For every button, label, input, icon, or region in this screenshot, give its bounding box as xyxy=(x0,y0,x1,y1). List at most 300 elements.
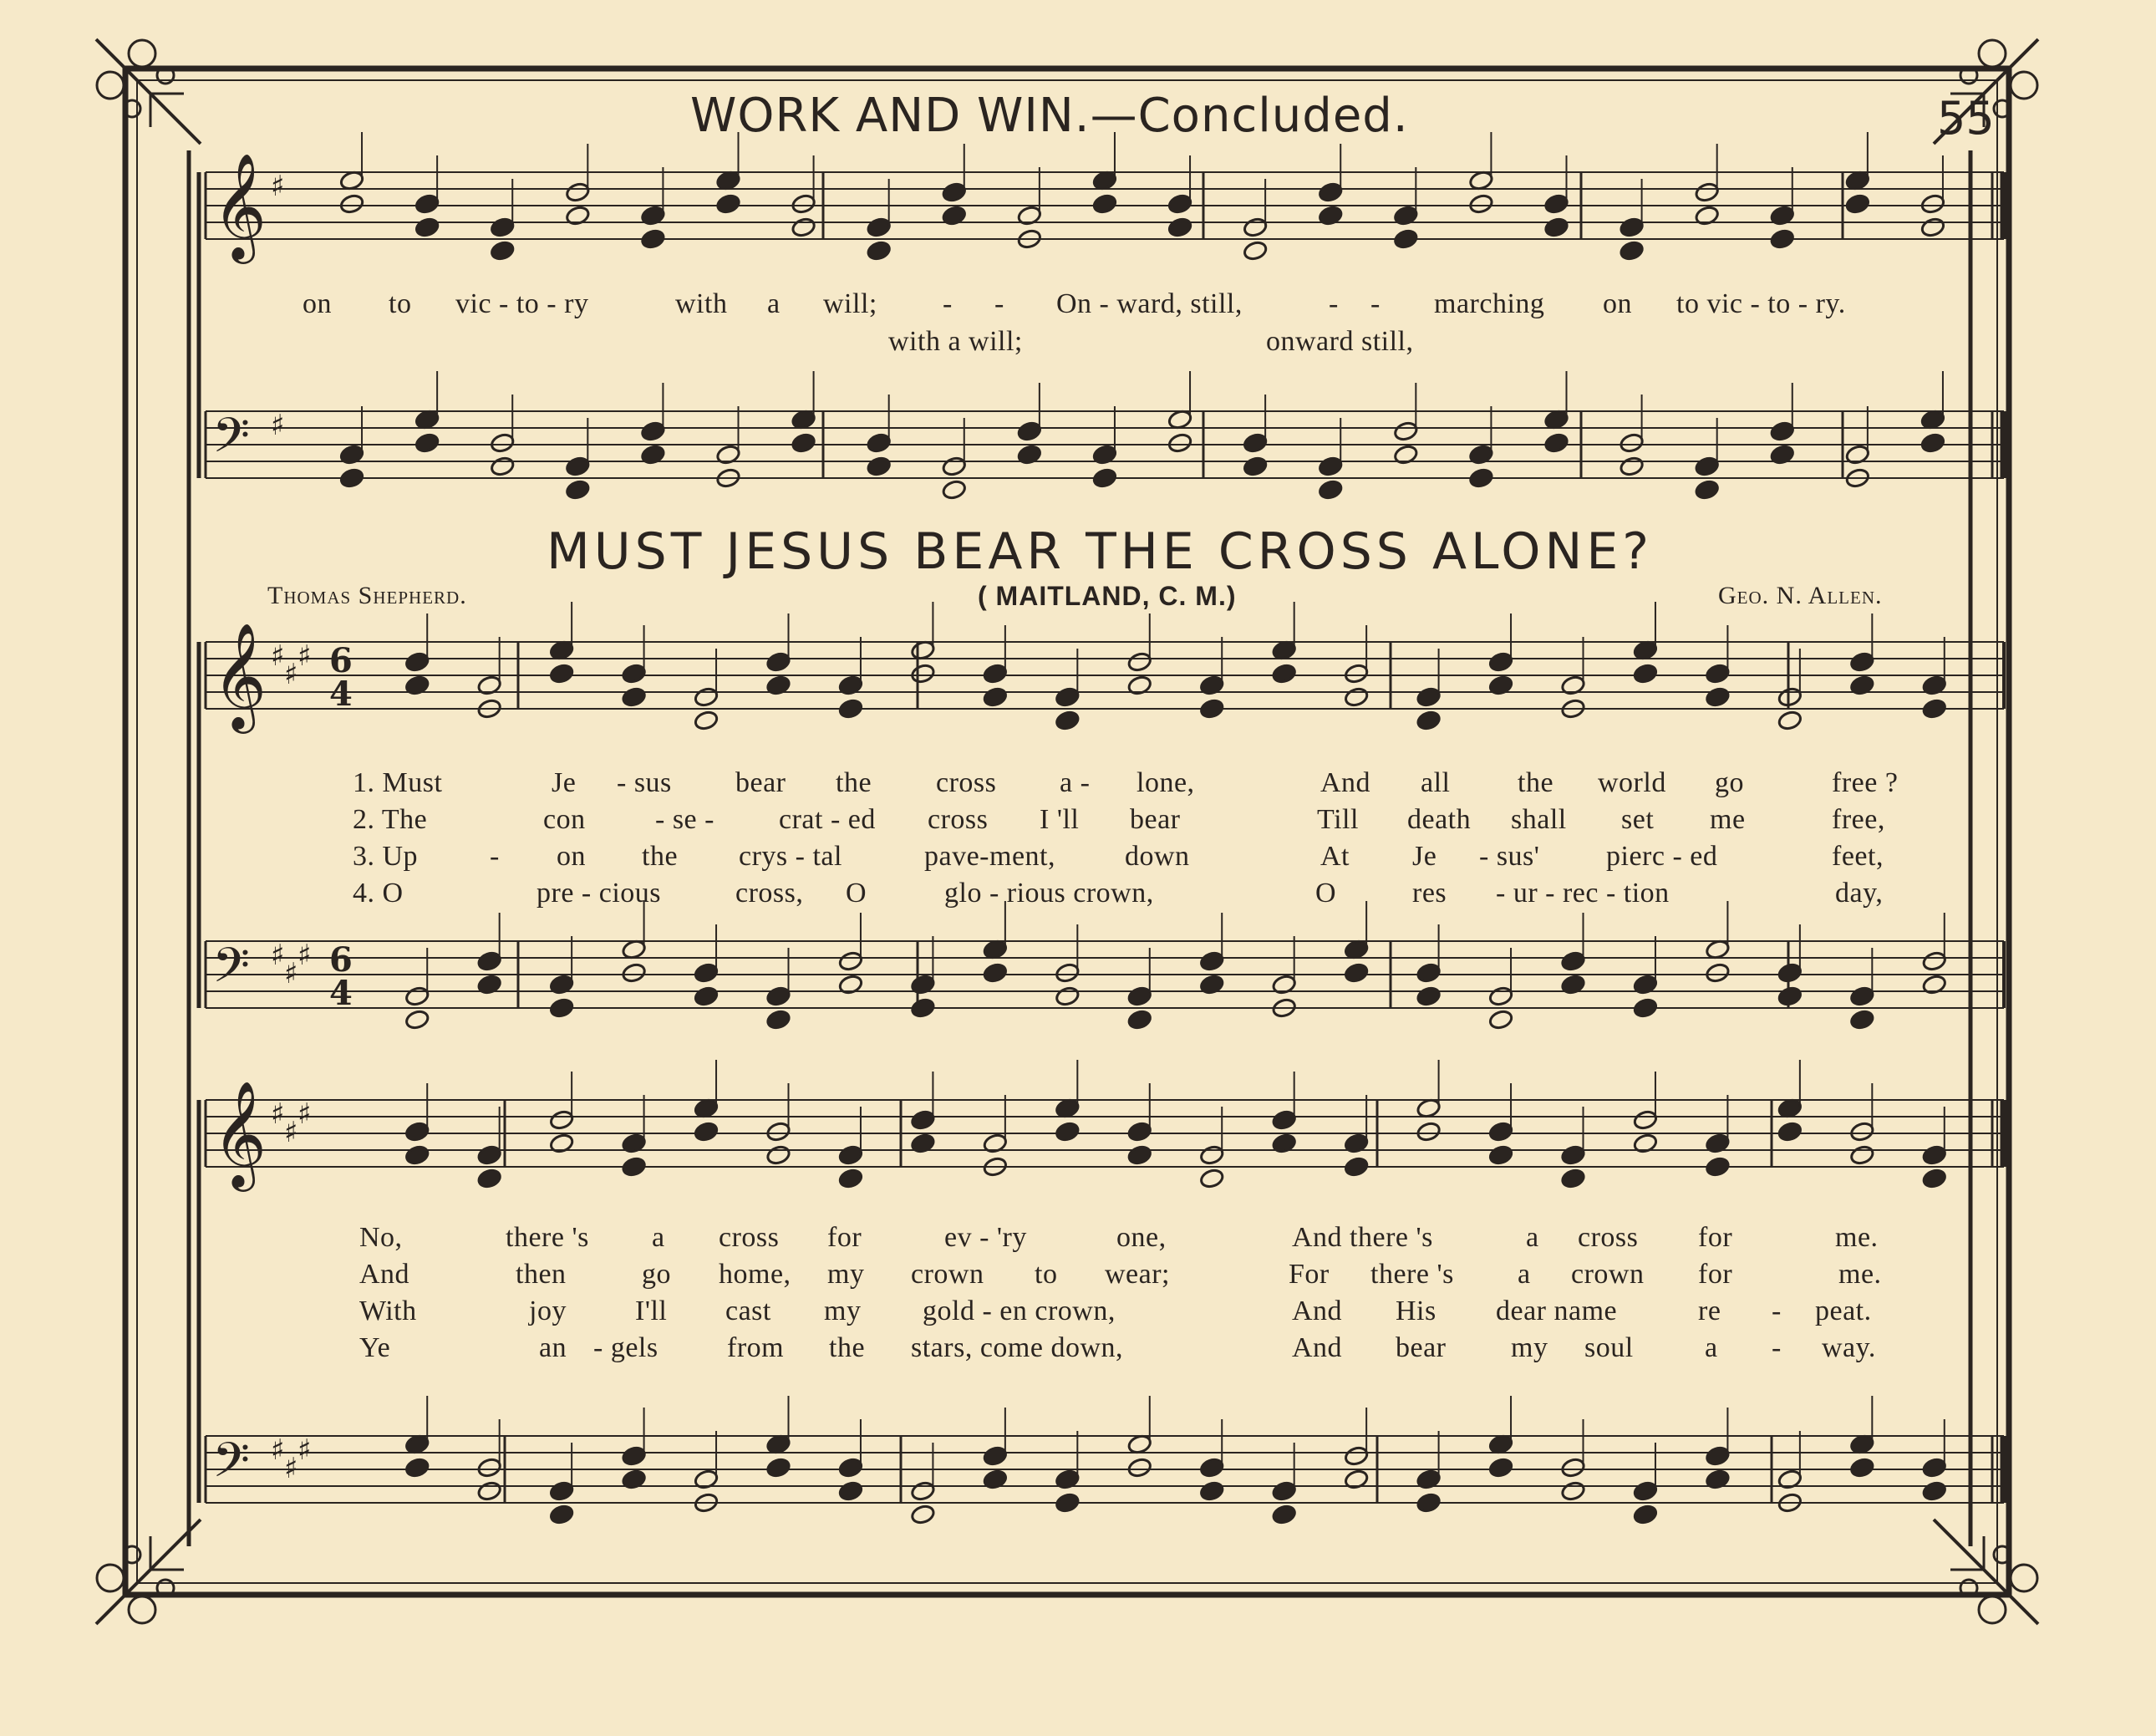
note-head xyxy=(1243,456,1269,477)
note-head xyxy=(866,456,892,477)
verse-2-line-1 xyxy=(0,804,2156,841)
note-head xyxy=(1271,1504,1297,1525)
lyric-word: cast xyxy=(725,1296,771,1326)
lyric-word: death xyxy=(1407,804,1472,835)
note-head xyxy=(1921,1480,1947,1502)
note-head xyxy=(1633,974,1659,995)
lyric-word: I'll xyxy=(635,1296,668,1326)
note-head xyxy=(1017,420,1043,442)
corner-ornament xyxy=(96,39,201,144)
note-head xyxy=(765,1121,791,1143)
note-head xyxy=(404,1121,430,1143)
lyric-word: glo - rious crown, xyxy=(944,878,1154,909)
treble-clef-icon: 𝄞 xyxy=(212,152,267,259)
note-head xyxy=(1199,1480,1225,1502)
lyric-word: I 'll xyxy=(1040,804,1080,835)
note-head xyxy=(1921,974,1947,995)
note-head xyxy=(910,1133,936,1154)
note-head xyxy=(1694,479,1720,501)
note-head xyxy=(1488,651,1514,673)
lyric-word: on xyxy=(303,288,332,319)
note-head xyxy=(765,651,791,673)
note-head xyxy=(1543,432,1569,454)
note-head xyxy=(1344,1445,1370,1467)
corner-ornament xyxy=(1934,1520,2038,1624)
lyric-word: bear xyxy=(735,767,786,798)
lyric-word: for xyxy=(1698,1222,1733,1253)
note-head xyxy=(476,1480,502,1502)
corner-ornament xyxy=(97,72,124,99)
note-head xyxy=(640,228,666,250)
lyric-word: - xyxy=(994,288,1004,319)
lyric-word: With xyxy=(359,1296,417,1326)
lyric-word: there 's xyxy=(1370,1259,1454,1290)
corner-ornament xyxy=(2011,72,2037,99)
lyric-word: joy xyxy=(529,1296,567,1326)
note-head xyxy=(838,675,864,696)
lyric-word: - sus xyxy=(617,767,672,798)
note-head xyxy=(1199,950,1225,972)
lyric-word: my xyxy=(827,1259,865,1290)
note-head xyxy=(1488,1121,1514,1143)
note-head xyxy=(1619,432,1645,454)
note-head xyxy=(694,710,720,731)
note-head xyxy=(941,205,967,227)
lyric-word: feet, xyxy=(1832,841,1884,872)
lyric-word: - xyxy=(1772,1296,1782,1326)
note-head xyxy=(1633,1504,1659,1525)
note-head xyxy=(1705,686,1731,708)
note-head xyxy=(1126,651,1152,673)
note-head xyxy=(1777,962,1803,984)
lyric-word: will; xyxy=(823,288,877,319)
note-head xyxy=(1777,985,1803,1007)
note-head xyxy=(404,1144,430,1166)
note-head xyxy=(1017,205,1043,227)
note-head xyxy=(1092,467,1118,489)
lyric-word: with a will; xyxy=(888,326,1023,357)
lyric-word: 4. O xyxy=(353,878,404,909)
note-head xyxy=(1243,240,1269,262)
note-head xyxy=(476,974,502,995)
note-head xyxy=(1167,432,1193,454)
composer-credit: Geo. N. Allen. xyxy=(1718,582,1883,609)
note-head xyxy=(1488,1144,1514,1166)
note-head xyxy=(694,985,720,1007)
note-head xyxy=(1092,444,1118,466)
note-head xyxy=(838,1457,864,1479)
note-head xyxy=(640,444,666,466)
note-head xyxy=(1921,698,1947,720)
lyric-word: O xyxy=(846,878,867,909)
note-head xyxy=(838,950,864,972)
sharp-icon: ♯ xyxy=(271,409,285,442)
lyric-word: an xyxy=(539,1332,567,1363)
note-head xyxy=(1619,216,1645,238)
lyric-word: me xyxy=(1710,804,1746,835)
note-head xyxy=(1416,686,1442,708)
note-head xyxy=(1243,216,1269,238)
note-head xyxy=(1488,1009,1514,1031)
note-head xyxy=(1416,1121,1442,1143)
note-head xyxy=(1416,1469,1442,1490)
note-head xyxy=(1769,444,1795,466)
note-head xyxy=(838,1480,864,1502)
note-head xyxy=(1126,1009,1152,1031)
note-head xyxy=(549,663,575,685)
note-head xyxy=(791,216,816,238)
note-head xyxy=(910,1480,936,1502)
lyric-word: bear xyxy=(1396,1332,1447,1363)
note-head xyxy=(621,1469,647,1490)
lyric-word: And there 's xyxy=(1292,1222,1433,1253)
sharp-icon: ♯ xyxy=(271,639,285,673)
lyric-word: onward still, xyxy=(1266,326,1414,357)
note-head xyxy=(1468,444,1494,466)
note-head xyxy=(1318,479,1344,501)
note-head xyxy=(490,216,516,238)
note-head xyxy=(621,1445,647,1467)
note-head xyxy=(1849,651,1875,673)
note-head xyxy=(1199,974,1225,995)
lyric-word: from xyxy=(727,1332,785,1363)
note-head xyxy=(983,1469,1009,1490)
note-head xyxy=(476,675,502,696)
lyric-word: go xyxy=(1715,767,1744,798)
note-head xyxy=(1126,1144,1152,1166)
note-head xyxy=(910,997,936,1019)
note-head xyxy=(1468,193,1494,215)
note-head xyxy=(1468,467,1494,489)
note-head xyxy=(1271,974,1297,995)
sharp-icon: ♯ xyxy=(297,1433,312,1467)
lyric-word: crown xyxy=(1571,1259,1645,1290)
note-head xyxy=(838,1144,864,1166)
hymn-title: MUST JESUS BEAR THE CROSS ALONE? xyxy=(547,522,1654,581)
note-head xyxy=(1920,216,1946,238)
note-head xyxy=(1849,985,1875,1007)
note-head xyxy=(404,985,430,1007)
lyric-word: Ye xyxy=(359,1332,391,1363)
lyric-word: On - ward, still, xyxy=(1056,288,1243,319)
lyric-word: my xyxy=(824,1296,862,1326)
note-head xyxy=(1694,456,1720,477)
hymn1-lyric-line-2 xyxy=(0,326,2156,363)
lyric-word: - xyxy=(943,288,953,319)
lyric-word: And xyxy=(1292,1296,1343,1326)
lyric-word: for xyxy=(1698,1259,1733,1290)
note-head xyxy=(1199,1168,1225,1189)
note-head xyxy=(549,1133,575,1154)
note-head xyxy=(866,240,892,262)
note-head xyxy=(1055,962,1081,984)
note-head xyxy=(339,444,365,466)
corner-ornament xyxy=(129,40,155,67)
lyric-word: crat - ed xyxy=(779,804,876,835)
note-head xyxy=(490,240,516,262)
note-head xyxy=(765,1144,791,1166)
treble-clef-icon: 𝄞 xyxy=(212,622,267,729)
lyric-word: vic - to - ry xyxy=(455,288,589,319)
note-head xyxy=(549,974,575,995)
lyric-word: stars, come down, xyxy=(911,1332,1124,1363)
note-head xyxy=(476,1168,502,1189)
note-head xyxy=(765,1009,791,1031)
corner-ornament xyxy=(129,1596,155,1623)
lyric-word: 3. Up xyxy=(353,841,419,872)
lyric-word: bear xyxy=(1130,804,1181,835)
note-head xyxy=(1393,444,1419,466)
note-head xyxy=(1619,456,1645,477)
lyric-word: home, xyxy=(719,1259,791,1290)
note-head xyxy=(621,962,647,984)
sharp-icon: ♯ xyxy=(284,1452,298,1485)
note-head xyxy=(765,675,791,696)
note-head xyxy=(838,974,864,995)
note-head xyxy=(621,663,647,685)
note-head xyxy=(1560,1457,1586,1479)
lyric-word: lone, xyxy=(1136,767,1195,798)
note-head xyxy=(1199,1144,1225,1166)
lyric-word: - sus' xyxy=(1479,841,1540,872)
note-head xyxy=(414,432,440,454)
note-head xyxy=(1199,1457,1225,1479)
note-head xyxy=(414,193,440,215)
note-head xyxy=(791,432,816,454)
note-head xyxy=(715,444,741,466)
note-head xyxy=(1543,216,1569,238)
time-signature: 6 xyxy=(329,940,353,980)
note-head xyxy=(640,420,666,442)
note-head xyxy=(549,1504,575,1525)
sharp-icon: ♯ xyxy=(284,1116,298,1149)
lyric-word: - xyxy=(490,841,500,872)
sharp-icon: ♯ xyxy=(297,639,312,673)
note-head xyxy=(1845,193,1871,215)
verse-3-line-1 xyxy=(0,841,2156,878)
lyric-word: 1. Must xyxy=(353,767,443,798)
note-head xyxy=(490,432,516,454)
lyric-word: free, xyxy=(1832,804,1885,835)
verse-2-line-2 xyxy=(0,1259,2156,1296)
note-head xyxy=(765,985,791,1007)
note-head xyxy=(1393,205,1419,227)
lyric-word: cross xyxy=(1578,1222,1639,1253)
note-head xyxy=(1769,205,1795,227)
note-head xyxy=(1271,1480,1297,1502)
lyric-word: a xyxy=(767,288,781,319)
note-head xyxy=(765,1457,791,1479)
lyric-word: cross, xyxy=(735,878,804,909)
note-head xyxy=(1921,675,1947,696)
note-head xyxy=(694,1469,720,1490)
note-head xyxy=(621,686,647,708)
note-head xyxy=(838,698,864,720)
lyric-word: the xyxy=(836,767,872,798)
lyric-word: - gels xyxy=(593,1332,658,1363)
note-head xyxy=(339,467,365,489)
note-head xyxy=(1777,686,1803,708)
treble-clef-icon: 𝄞 xyxy=(212,1080,267,1187)
note-head xyxy=(621,1133,647,1154)
lyric-word: on xyxy=(557,841,586,872)
note-head xyxy=(1633,1480,1659,1502)
lyric-word: on xyxy=(1603,288,1632,319)
note-head xyxy=(1271,1133,1297,1154)
note-head xyxy=(404,651,430,673)
section-title: WORK AND WIN.—Concluded. xyxy=(690,89,1409,143)
lyric-word: soul xyxy=(1584,1332,1634,1363)
lyric-word: the xyxy=(829,1332,866,1363)
note-head xyxy=(1344,1133,1370,1154)
note-head xyxy=(694,686,720,708)
lyric-word: His xyxy=(1396,1296,1436,1326)
note-head xyxy=(910,663,936,685)
lyric-word: a - xyxy=(1060,767,1091,798)
note-head xyxy=(1199,698,1225,720)
note-head xyxy=(1543,193,1569,215)
note-head xyxy=(1849,1457,1875,1479)
lyric-word: - se - xyxy=(655,804,714,835)
note-head xyxy=(715,193,741,215)
lyric-word: down xyxy=(1125,841,1190,872)
lyric-word: to xyxy=(389,288,412,319)
note-head xyxy=(941,479,967,501)
note-head xyxy=(1318,456,1344,477)
lyric-word: 2. The xyxy=(353,804,428,835)
note-head xyxy=(1705,1133,1731,1154)
sharp-icon: ♯ xyxy=(284,957,298,990)
lyric-word: a xyxy=(652,1222,665,1253)
lyric-word: - xyxy=(1329,288,1339,319)
time-signature: 6 xyxy=(329,641,353,680)
note-head xyxy=(549,1109,575,1131)
note-head xyxy=(404,675,430,696)
lyric-word: day, xyxy=(1835,878,1884,909)
note-head xyxy=(1694,181,1720,203)
note-head xyxy=(1055,1492,1081,1514)
note-head xyxy=(838,1168,864,1189)
note-head xyxy=(866,432,892,454)
note-head xyxy=(565,479,591,501)
sharp-icon: ♯ xyxy=(271,939,285,972)
lyric-word: with xyxy=(675,288,728,319)
bass-clef-icon: 𝄢 xyxy=(212,1432,251,1500)
author-credit: Thomas Shepherd. xyxy=(267,582,467,609)
note-head xyxy=(1344,1156,1370,1178)
note-head xyxy=(1633,1133,1659,1154)
lyric-word: And xyxy=(359,1259,410,1290)
sharp-icon: ♯ xyxy=(271,1097,285,1131)
note-head xyxy=(404,1009,430,1031)
note-head xyxy=(1849,675,1875,696)
lyric-word: my xyxy=(1511,1332,1548,1363)
note-head xyxy=(1769,420,1795,442)
note-head xyxy=(1167,193,1193,215)
note-head xyxy=(1055,1121,1081,1143)
note-head xyxy=(983,663,1009,685)
note-head xyxy=(621,1156,647,1178)
lyric-word: to xyxy=(1035,1259,1058,1290)
note-head xyxy=(1344,1469,1370,1490)
verse-1-line-2 xyxy=(0,1222,2156,1259)
lyric-word: me. xyxy=(1835,1222,1879,1253)
note-head xyxy=(565,205,591,227)
note-head xyxy=(640,205,666,227)
lyric-word: And xyxy=(1292,1332,1343,1363)
lyric-word: ev - 'ry xyxy=(944,1222,1027,1253)
note-head xyxy=(1126,675,1152,696)
note-head xyxy=(941,456,967,477)
lyric-word: go xyxy=(642,1259,671,1290)
bass-clef-icon: 𝄢 xyxy=(212,937,251,1005)
note-head xyxy=(565,181,591,203)
note-head xyxy=(910,1504,936,1525)
lyric-word: And xyxy=(1320,767,1371,798)
note-head xyxy=(1694,205,1720,227)
corner-ornament xyxy=(2011,1565,2037,1591)
note-head xyxy=(1845,444,1871,466)
note-head xyxy=(866,216,892,238)
note-head xyxy=(1344,962,1370,984)
note-head xyxy=(1488,675,1514,696)
tune-name: ( MAITLAND, C. M.) xyxy=(978,581,1237,611)
note-head xyxy=(1633,997,1659,1019)
note-head xyxy=(1017,444,1043,466)
page-number: 55 xyxy=(1937,92,1995,145)
note-head xyxy=(1777,1121,1803,1143)
note-head xyxy=(476,1457,502,1479)
sharp-icon: ♯ xyxy=(284,658,298,691)
lyric-word: At xyxy=(1320,841,1350,872)
note-head xyxy=(1560,675,1586,696)
note-head xyxy=(1769,228,1795,250)
note-head xyxy=(1921,1457,1947,1479)
note-head xyxy=(1488,1457,1514,1479)
sharp-icon: ♯ xyxy=(271,1433,285,1467)
note-head xyxy=(1271,663,1297,685)
note-head xyxy=(549,1480,575,1502)
lyric-word: pierc - ed xyxy=(1606,841,1718,872)
note-head xyxy=(1167,216,1193,238)
lyric-word: cross xyxy=(719,1222,780,1253)
lyric-word: the xyxy=(642,841,679,872)
note-head xyxy=(1920,193,1946,215)
sharp-icon: ♯ xyxy=(271,170,285,203)
lyric-word: con xyxy=(543,804,586,835)
note-head xyxy=(1416,962,1442,984)
note-head xyxy=(476,1144,502,1166)
lyric-word: shall xyxy=(1511,804,1567,835)
lyric-word: crys - tal xyxy=(739,841,842,872)
note-head xyxy=(1705,962,1731,984)
lyric-word: wear; xyxy=(1105,1259,1171,1290)
note-head xyxy=(1920,432,1946,454)
note-head xyxy=(1705,1156,1731,1178)
note-head xyxy=(983,686,1009,708)
note-head xyxy=(1560,1168,1586,1189)
note-head xyxy=(941,181,967,203)
note-head xyxy=(1705,1469,1731,1490)
lyric-word: way. xyxy=(1822,1332,1876,1363)
bass-clef-icon: 𝄢 xyxy=(212,407,251,476)
lyric-word: a xyxy=(1526,1222,1539,1253)
lyric-word: dear name xyxy=(1496,1296,1618,1326)
sharp-icon: ♯ xyxy=(297,939,312,972)
lyric-word: peat. xyxy=(1815,1296,1872,1326)
note-head xyxy=(1126,985,1152,1007)
note-head xyxy=(1921,950,1947,972)
